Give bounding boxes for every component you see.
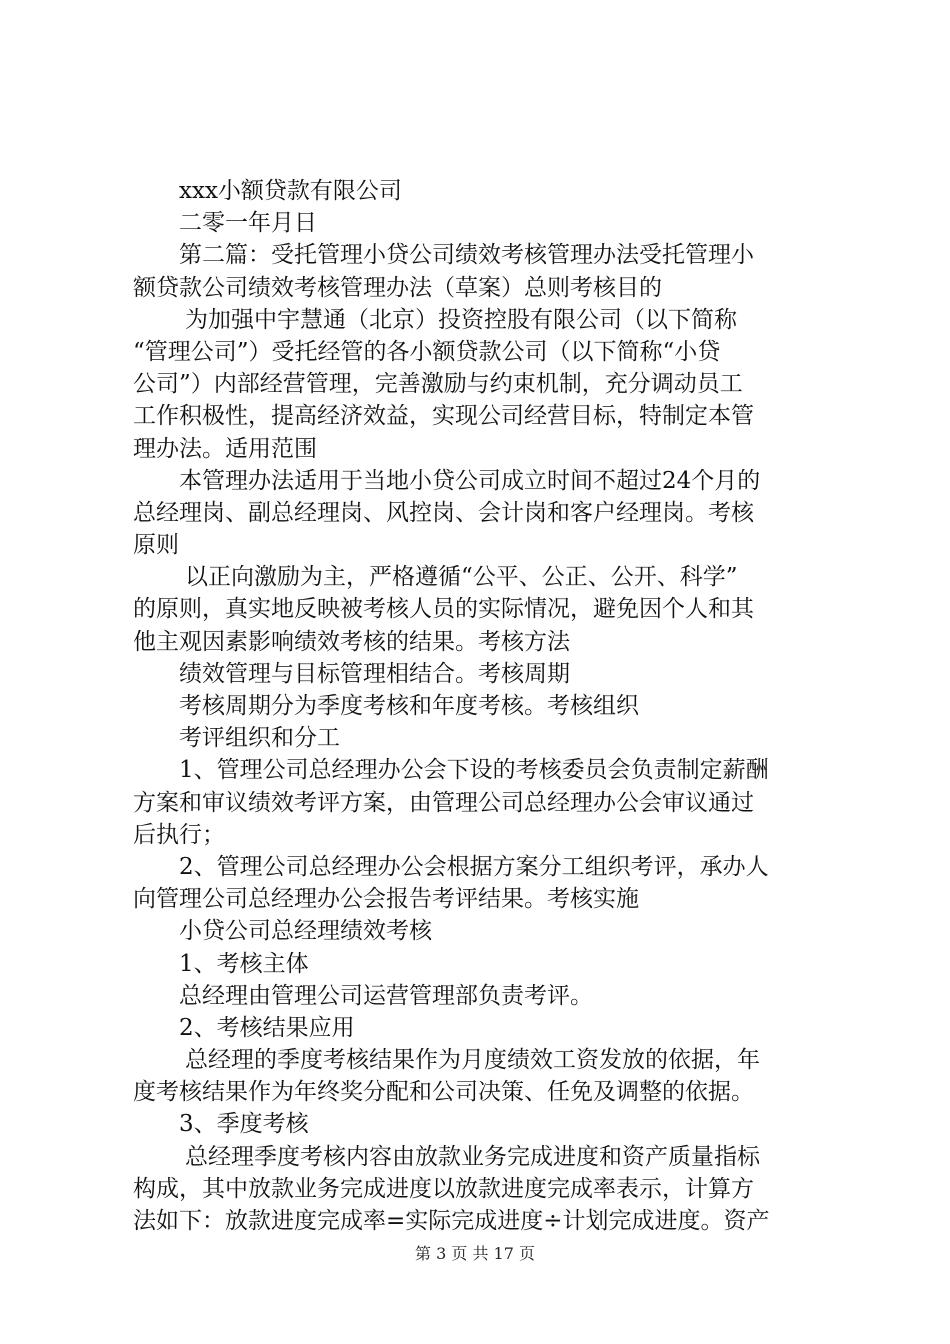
text-line: 第二篇：受托管理小贷公司绩效考核管理办法受托管理小 <box>179 242 754 269</box>
text-line: 额贷款公司绩效考核管理办法（草案）总则考核目的 <box>133 274 662 301</box>
text-line: 2、管理公司总经理办公会根据方案分工组织考评，承办人 <box>179 853 769 880</box>
text-line: 2、考核结果应用 <box>179 1014 355 1041</box>
text-line: 原则 <box>133 532 179 559</box>
text-line: 本管理办法适用于当地小贷公司成立时间不超过24个月的 <box>179 467 761 494</box>
page-footer: 第 3 页 共 17 页 <box>415 1244 535 1263</box>
text-line: 总经理的季度考核结果作为月度绩效工资发放的依据，年 <box>185 1047 760 1074</box>
text-line: 为加强中宇慧通（北京）投资控股有限公司（以下简称 <box>185 306 737 333</box>
text-line: 法如下：放款进度完成率=实际完成进度÷计划完成进度。资产 <box>133 1208 770 1234</box>
text-line: 以正向激励为主，严格遵循“公平、公正、公开、科学” <box>185 564 738 591</box>
text-line: 构成，其中放款业务完成进度以放款进度完成率表示，计算方 <box>133 1175 754 1202</box>
text-line: 3、季度考核 <box>179 1111 309 1138</box>
text-line: 向管理公司总经理办公会报告考评结果。考核实施 <box>133 886 639 913</box>
text-line: 考核周期分为季度考核和年度考核。考核组织 <box>179 693 639 719</box>
document-body <box>133 175 833 1237</box>
text-line: xxx小额贷款有限公司 <box>179 178 402 204</box>
text-line: 1、考核主体 <box>179 950 309 977</box>
text-line: “管理公司”）受托经管的各小额贷款公司（以下简称“小贷 <box>133 338 721 365</box>
text-line: 的原则，真实地反映被考核人员的实际情况，避免因个人和其 <box>133 596 754 623</box>
text-line: 总经理季度考核内容由放款业务完成进度和资产质量指标 <box>185 1143 760 1170</box>
text-line: 方案和审议绩效考评方案，由管理公司总经理办公会审议通过 <box>133 789 754 816</box>
text-line: 总经理由管理公司运营管理部负责考评。 <box>179 982 593 1009</box>
text-line: 1、管理公司总经理办公会下设的考核委员会负责制定薪酬 <box>179 757 769 784</box>
text-line: 公司”）内部经营管理，完善激励与约束机制，充分调动员工 <box>133 371 743 398</box>
text-line: 考评组织和分工 <box>179 725 340 752</box>
text-line: 绩效管理与目标管理相结合。考核周期 <box>179 660 570 687</box>
text-line: 他主观因素影响绩效考核的结果。考核方法 <box>133 628 570 655</box>
text-line: 工作积极性，提高经济效益，实现公司经营目标，特制定本管 <box>133 403 754 430</box>
text-line: 二零一年月日 <box>179 210 317 237</box>
text-line: 理办法。适用范围 <box>133 435 317 462</box>
text-line: 小贷公司总经理绩效考核 <box>179 918 432 945</box>
text-line: 后执行； <box>133 821 225 848</box>
text-line: 总经理岗、副总经理岗、风控岗、会计岗和客户经理岗。考核 <box>133 499 754 526</box>
text-line: 度考核结果作为年终奖分配和公司决策、任免及调整的依据。 <box>133 1079 754 1106</box>
